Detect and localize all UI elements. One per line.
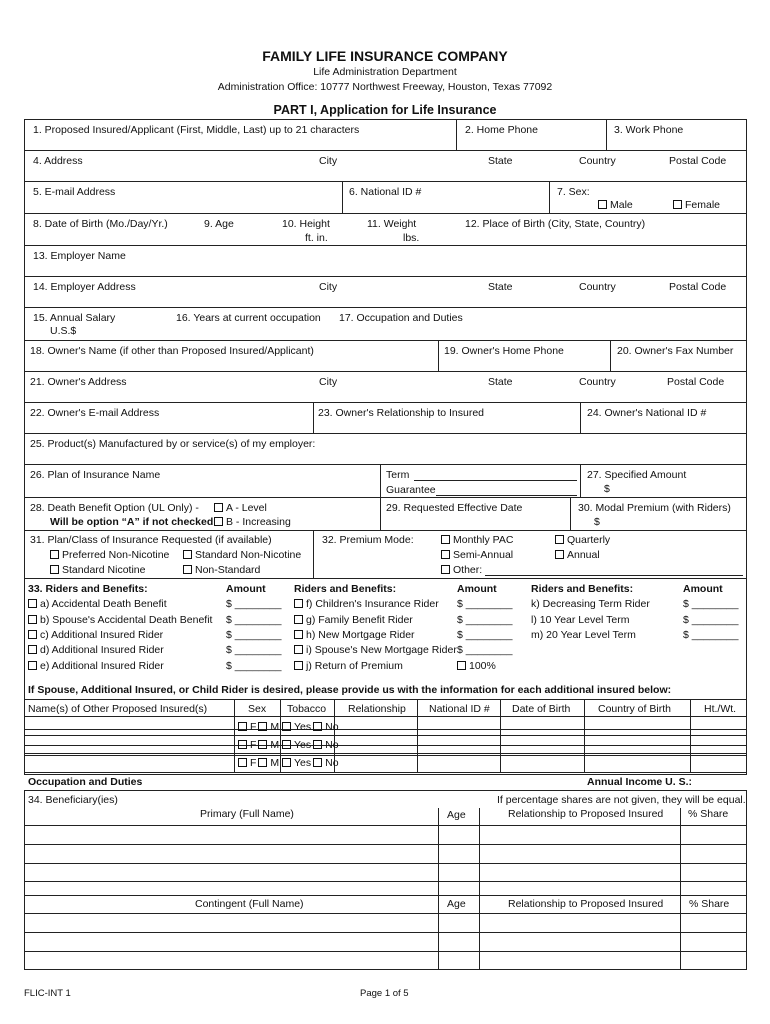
primary-header: Primary (Full Name) xyxy=(200,808,294,820)
rider-j-checkbox[interactable] xyxy=(294,661,303,670)
annual[interactable]: Annual xyxy=(555,549,600,561)
field-17-label: 17. Occupation and Duties xyxy=(339,312,463,324)
preferred-non-nicotine[interactable]: Preferred Non-Nicotine xyxy=(50,549,169,561)
owner-city-label: City xyxy=(319,376,338,388)
row2-f-checkbox[interactable] xyxy=(238,740,247,749)
rider-a[interactable]: a) Accidental Death Benefit xyxy=(28,598,167,610)
beneficiary-note: If percentage shares are not given, they will be equal. xyxy=(497,794,746,806)
rider-h-amount[interactable]: $ ________ xyxy=(457,629,513,641)
rider-c-checkbox[interactable] xyxy=(28,630,37,639)
rider-l: l) 10 Year Level Term xyxy=(531,614,630,626)
field-3-label: 3. Work Phone xyxy=(614,124,684,136)
rider-c[interactable]: c) Additional Insured Rider xyxy=(28,629,163,641)
company-name: FAMILY LIFE INSURANCE COMPANY xyxy=(262,48,508,64)
office-address: Administration Office: 10777 Northwest Freeway, Houston, Texas 77092 xyxy=(217,81,553,93)
riders-amount-1: Amount xyxy=(226,583,266,595)
riders-amount-2: Amount xyxy=(457,583,497,595)
row2-m-checkbox[interactable] xyxy=(258,740,267,749)
rider-h-checkbox[interactable] xyxy=(294,630,303,639)
field-28-label: 28. Death Benefit Option (UL Only) - xyxy=(30,502,199,514)
col-national-id-header: National ID # xyxy=(429,703,490,715)
rider-a-checkbox[interactable] xyxy=(28,599,37,608)
contingent-share-header: % Share xyxy=(689,898,730,910)
country-label: Country xyxy=(579,155,616,167)
rider-k: k) Decreasing Term Rider xyxy=(531,598,650,610)
page-number: Page 1 of 5 xyxy=(360,988,409,999)
rider-f[interactable]: f) Children's Insurance Rider xyxy=(294,598,439,610)
preferred-non-nicotine-checkbox[interactable] xyxy=(50,550,59,559)
field-18-label: 18. Owner's Name (if other than Proposed Insured/Applicant) xyxy=(30,345,314,357)
contingent-age-header: Age xyxy=(447,898,466,910)
rider-d-amount[interactable]: $ ________ xyxy=(226,644,282,656)
rider-l-amount[interactable]: $ ________ xyxy=(683,614,739,626)
rider-b[interactable]: b) Spouse's Accidental Death Benefit xyxy=(28,614,212,626)
field-21-label: 21. Owner's Address xyxy=(30,376,127,388)
field-8-label: 8. Date of Birth (Mo./Day/Yr.) xyxy=(33,218,168,230)
male-checkbox[interactable] xyxy=(598,200,607,209)
option-b-checkbox[interactable] xyxy=(214,517,223,526)
rider-g-checkbox[interactable] xyxy=(294,615,303,624)
field-15-label: 15. Annual Salary xyxy=(33,312,116,324)
salary-currency: U.S.$ xyxy=(50,325,77,337)
primary-share-header: % Share xyxy=(688,808,729,820)
other-mode[interactable]: Other: xyxy=(441,564,482,576)
field-31-label: 31. Plan/Class of Insurance Requested (if available) xyxy=(30,534,272,546)
annual-income-label: Annual Income U. S.: xyxy=(587,776,693,788)
option-a-level[interactable]: A - Level xyxy=(214,502,267,514)
rider-j[interactable]: j) Return of Premium xyxy=(294,660,403,672)
sex-female-option[interactable]: Female xyxy=(673,199,720,211)
field-23-label: 23. Owner's Relationship to Insured xyxy=(318,407,485,419)
field-27-label: 27. Specified Amount xyxy=(587,469,687,481)
city-label: City xyxy=(319,155,338,167)
row1-m-checkbox[interactable] xyxy=(258,722,267,731)
employer-country-label: Country xyxy=(579,281,616,293)
field-13-label: 13. Employer Name xyxy=(33,250,126,262)
field-6-label: 6. National ID # xyxy=(349,186,422,198)
field-20-label: 20. Owner's Fax Number xyxy=(617,345,734,357)
row1-sex[interactable]: F M xyxy=(238,721,279,733)
row3-f-checkbox[interactable] xyxy=(238,758,247,767)
field-19-label: 19. Owner's Home Phone xyxy=(444,345,564,357)
owner-state-label: State xyxy=(488,376,513,388)
rider-c-amount[interactable]: $ ________ xyxy=(226,629,282,641)
row3-yes-checkbox[interactable] xyxy=(282,758,291,767)
quarterly[interactable]: Quarterly xyxy=(555,534,610,546)
rider-i[interactable]: i) Spouse's New Mortgage Rider xyxy=(294,644,457,656)
rider-b-amount[interactable]: $ ________ xyxy=(226,614,282,626)
row1-no-checkbox[interactable] xyxy=(313,722,322,731)
employer-postal-label: Postal Code xyxy=(669,281,727,293)
standard-nicotine-checkbox[interactable] xyxy=(50,565,59,574)
term-label: Term xyxy=(386,469,410,481)
annual-checkbox[interactable] xyxy=(555,550,564,559)
semi-annual-checkbox[interactable] xyxy=(441,550,450,559)
monthly-pac-checkbox[interactable] xyxy=(441,535,450,544)
row3-tobacco[interactable]: Yes No xyxy=(282,757,339,769)
sex-male-option[interactable]: Male xyxy=(598,199,633,211)
row2-sex[interactable]: F M xyxy=(238,739,279,751)
other-mode-checkbox[interactable] xyxy=(441,565,450,574)
semi-annual[interactable]: Semi-Annual xyxy=(441,549,513,561)
weight-units: lbs. xyxy=(403,232,420,244)
field-1-label: 1. Proposed Insured/Applicant (First, Middle, Last) up to 21 characters xyxy=(33,124,360,136)
row3-sex[interactable]: F M xyxy=(238,757,279,769)
non-standard-checkbox[interactable] xyxy=(183,565,192,574)
rider-m: m) 20 Year Level Term xyxy=(531,629,636,641)
rop-100-checkbox[interactable] xyxy=(457,661,466,670)
field-7-label: 7. Sex: xyxy=(557,186,590,198)
row2-no-checkbox[interactable] xyxy=(313,740,322,749)
field-24-label: 24. Owner's National ID # xyxy=(587,407,707,419)
postal-label: Postal Code xyxy=(669,155,727,167)
rider-e-checkbox[interactable] xyxy=(28,661,37,670)
quarterly-checkbox[interactable] xyxy=(555,535,564,544)
employer-state-label: State xyxy=(488,281,513,293)
rider-i-amount[interactable]: $ ________ xyxy=(457,644,513,656)
beneficiary-label: 34. Beneficiary(ies) xyxy=(28,794,118,806)
rider-b-checkbox[interactable] xyxy=(28,615,37,624)
option-a-checkbox[interactable] xyxy=(214,503,223,512)
col-name-header: Name(s) of Other Proposed Insured(s) xyxy=(28,703,208,715)
standard-non-nicotine-checkbox[interactable] xyxy=(183,550,192,559)
rider-d[interactable]: d) Additional Insured Rider xyxy=(28,644,164,656)
row3-no-checkbox[interactable] xyxy=(313,758,322,767)
col-tobacco-header: Tobacco xyxy=(287,703,327,715)
monthly-pac[interactable]: Monthly PAC xyxy=(441,534,514,546)
state-label: State xyxy=(488,155,513,167)
department: Life Administration Department xyxy=(313,66,457,78)
form-id: FLIC-INT 1 xyxy=(24,988,71,999)
riders-heading-2: Riders and Benefits: xyxy=(294,583,397,595)
row2-yes-checkbox[interactable] xyxy=(282,740,291,749)
row1-yes-checkbox[interactable] xyxy=(282,722,291,731)
primary-age-header: Age xyxy=(447,809,466,821)
row1-f-checkbox[interactable] xyxy=(238,722,247,731)
field-29-label: 29. Requested Effective Date xyxy=(386,502,523,514)
rider-f-amount[interactable]: $ ________ xyxy=(457,598,513,610)
guarantee-label: Guarantee xyxy=(386,484,436,496)
additional-insured-notice: If Spouse, Additional Insured, or Child Rider is desired, please provide us with the information for each additional insured below: xyxy=(28,684,672,696)
option-b-increasing[interactable]: B - Increasing xyxy=(214,516,291,528)
owner-postal-label: Postal Code xyxy=(667,376,725,388)
rider-h[interactable]: h) New Mortgage Rider xyxy=(294,629,415,641)
col-relationship-header: Relationship xyxy=(348,703,406,715)
employer-city-label: City xyxy=(319,281,338,293)
row2-tobacco[interactable]: Yes No xyxy=(282,739,339,751)
modal-premium-dollar: $ xyxy=(594,516,600,528)
col-htwt-header: Ht./Wt. xyxy=(704,703,737,715)
field-14-label: 14. Employer Address xyxy=(33,281,136,293)
rider-k-amount[interactable]: $ ________ xyxy=(683,598,739,610)
row3-m-checkbox[interactable] xyxy=(258,758,267,767)
primary-relationship-header: Relationship to Proposed Insured xyxy=(508,808,664,820)
standard-nicotine[interactable]: Standard Nicotine xyxy=(50,564,145,576)
specified-amount-dollar: $ xyxy=(604,483,610,495)
riders-heading: 33. Riders and Benefits: xyxy=(28,583,148,595)
rider-g[interactable]: g) Family Benefit Rider xyxy=(294,614,413,626)
owner-country-label: Country xyxy=(579,376,616,388)
field-5-label: 5. E-mail Address xyxy=(33,186,116,198)
field-11-label: 11. Weight xyxy=(367,218,417,230)
rider-e[interactable]: e) Additional Insured Rider xyxy=(28,660,164,672)
riders-amount-3: Amount xyxy=(683,583,723,595)
riders-heading-3: Riders and Benefits: xyxy=(531,583,634,595)
rider-a-amount[interactable]: $ ________ xyxy=(226,598,282,610)
field-16-label: 16. Years at current occupation xyxy=(176,312,321,324)
contingent-relationship-header: Relationship to Proposed Insured xyxy=(508,898,664,910)
rider-f-checkbox[interactable] xyxy=(294,599,303,608)
col-dob-header: Date of Birth xyxy=(512,703,571,715)
field-2-label: 2. Home Phone xyxy=(465,124,538,136)
rider-i-checkbox[interactable] xyxy=(294,645,303,654)
standard-non-nicotine[interactable]: Standard Non-Nicotine xyxy=(183,549,301,561)
rider-g-amount[interactable]: $ ________ xyxy=(457,614,513,626)
row1-tobacco[interactable]: Yes No xyxy=(282,721,339,733)
field-26-label: 26. Plan of Insurance Name xyxy=(30,469,161,481)
field-4-label: 4. Address xyxy=(33,155,83,167)
field-10-label: 10. Height xyxy=(282,218,330,230)
field-25-label: 25. Product(s) Manufactured by or service(s) of my employer: xyxy=(30,438,316,450)
occupation-duties-label: Occupation and Duties xyxy=(28,776,143,788)
contingent-header: Contingent (Full Name) xyxy=(195,898,304,910)
part-title: PART I, Application for Life Insurance xyxy=(273,103,497,117)
col-sex-header: Sex xyxy=(248,703,267,715)
rider-d-checkbox[interactable] xyxy=(28,645,37,654)
height-units: ft. in. xyxy=(305,232,328,244)
non-standard[interactable]: Non-Standard xyxy=(183,564,260,576)
option-default-note: Will be option “A” if not checked xyxy=(50,516,214,528)
field-12-label: 12. Place of Birth (City, State, Country) xyxy=(465,218,646,230)
field-9-label: 9. Age xyxy=(204,218,234,230)
rider-m-amount[interactable]: $ ________ xyxy=(683,629,739,641)
col-country-header: Country of Birth xyxy=(598,703,671,715)
field-22-label: 22. Owner's E-mail Address xyxy=(30,407,160,419)
rider-j-percent[interactable]: 100% xyxy=(457,660,496,672)
rider-e-amount[interactable]: $ ________ xyxy=(226,660,282,672)
field-30-label: 30. Modal Premium (with Riders) xyxy=(578,502,731,514)
female-checkbox[interactable] xyxy=(673,200,682,209)
field-32-label: 32. Premium Mode: xyxy=(322,534,414,546)
